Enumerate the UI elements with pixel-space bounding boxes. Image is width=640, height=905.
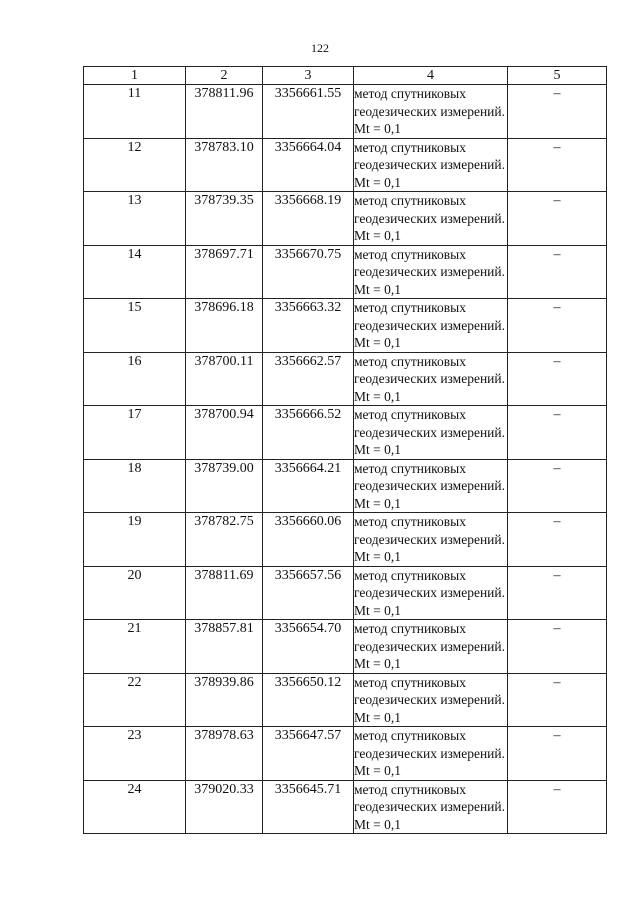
error-value: – bbox=[508, 85, 607, 139]
coordinate-y: 3356662.57 bbox=[263, 352, 354, 406]
coordinate-y: 3356666.52 bbox=[263, 406, 354, 460]
table-row bbox=[84, 727, 607, 781]
table-row bbox=[84, 459, 607, 513]
coordinate-y: 3356657.56 bbox=[263, 566, 354, 620]
error-value: – bbox=[508, 406, 607, 460]
method-description: метод спутниковых геодезических измерений. Mt = 0,1 bbox=[354, 727, 508, 781]
error-value: – bbox=[508, 673, 607, 727]
coordinate-y: 3356654.70 bbox=[263, 620, 354, 674]
column-header-2: 2 bbox=[186, 67, 263, 85]
coordinate-y: 3356650.12 bbox=[263, 673, 354, 727]
coordinate-x: 378700.11 bbox=[186, 352, 263, 406]
error-value: – bbox=[508, 352, 607, 406]
point-number: 15 bbox=[84, 299, 186, 353]
coordinate-y: 3356647.57 bbox=[263, 727, 354, 781]
coordinate-x: 378782.75 bbox=[186, 513, 263, 567]
error-value: – bbox=[508, 780, 607, 834]
coordinate-y: 3356663.32 bbox=[263, 299, 354, 353]
point-number: 23 bbox=[84, 727, 186, 781]
method-description: метод спутниковых геодезических измерений. Mt = 0,1 bbox=[354, 138, 508, 192]
point-number: 16 bbox=[84, 352, 186, 406]
error-value: – bbox=[508, 620, 607, 674]
error-value: – bbox=[508, 459, 607, 513]
method-description: метод спутниковых геодезических измерений. Mt = 0,1 bbox=[354, 352, 508, 406]
coordinate-y: 3356660.06 bbox=[263, 513, 354, 567]
table-row bbox=[84, 245, 607, 299]
table-row bbox=[84, 192, 607, 246]
page-number: 122 bbox=[311, 41, 329, 55]
coordinate-y: 3356645.71 bbox=[263, 780, 354, 834]
point-number: 24 bbox=[84, 780, 186, 834]
table-row bbox=[84, 85, 607, 139]
method-description: метод спутниковых геодезических измерений. Mt = 0,1 bbox=[354, 192, 508, 246]
error-value: – bbox=[508, 513, 607, 567]
method-description: метод спутниковых геодезических измерений. Mt = 0,1 bbox=[354, 620, 508, 674]
table-row bbox=[84, 620, 607, 674]
table-row bbox=[84, 513, 607, 567]
error-value: – bbox=[508, 727, 607, 781]
coordinate-x: 378696.18 bbox=[186, 299, 263, 353]
coordinate-y: 3356664.04 bbox=[263, 138, 354, 192]
coordinate-x: 378697.71 bbox=[186, 245, 263, 299]
table-header-row bbox=[84, 67, 607, 85]
point-number: 17 bbox=[84, 406, 186, 460]
method-description: метод спутниковых геодезических измерений. Mt = 0,1 bbox=[354, 673, 508, 727]
point-number: 14 bbox=[84, 245, 186, 299]
method-description: метод спутниковых геодезических измерений. Mt = 0,1 bbox=[354, 299, 508, 353]
table-row bbox=[84, 138, 607, 192]
coordinates-table bbox=[83, 66, 607, 834]
method-description: метод спутниковых геодезических измерений. Mt = 0,1 bbox=[354, 245, 508, 299]
error-value: – bbox=[508, 566, 607, 620]
method-description: метод спутниковых геодезических измерений. Mt = 0,1 bbox=[354, 780, 508, 834]
coordinate-x: 378739.00 bbox=[186, 459, 263, 513]
coordinate-x: 378978.63 bbox=[186, 727, 263, 781]
table-row bbox=[84, 566, 607, 620]
column-header-5: 5 bbox=[508, 67, 607, 85]
table-row bbox=[84, 299, 607, 353]
method-description: метод спутниковых геодезических измерений. Mt = 0,1 bbox=[354, 85, 508, 139]
method-description: метод спутниковых геодезических измерений. Mt = 0,1 bbox=[354, 566, 508, 620]
coordinate-x: 378939.86 bbox=[186, 673, 263, 727]
coordinate-y: 3356664.21 bbox=[263, 459, 354, 513]
table-row bbox=[84, 352, 607, 406]
error-value: – bbox=[508, 138, 607, 192]
error-value: – bbox=[508, 299, 607, 353]
table-row bbox=[84, 780, 607, 834]
coordinate-y: 3356668.19 bbox=[263, 192, 354, 246]
column-header-3: 3 bbox=[263, 67, 354, 85]
column-header-1: 1 bbox=[84, 67, 186, 85]
coordinate-x: 378700.94 bbox=[186, 406, 263, 460]
coordinate-x: 378739.35 bbox=[186, 192, 263, 246]
point-number: 12 bbox=[84, 138, 186, 192]
point-number: 13 bbox=[84, 192, 186, 246]
error-value: – bbox=[508, 245, 607, 299]
coordinate-y: 3356670.75 bbox=[263, 245, 354, 299]
point-number: 21 bbox=[84, 620, 186, 674]
method-description: метод спутниковых геодезических измерений. Mt = 0,1 bbox=[354, 459, 508, 513]
point-number: 18 bbox=[84, 459, 186, 513]
table-row bbox=[84, 406, 607, 460]
coordinate-y: 3356661.55 bbox=[263, 85, 354, 139]
coordinate-x: 378811.69 bbox=[186, 566, 263, 620]
method-description: метод спутниковых геодезических измерений. Mt = 0,1 bbox=[354, 406, 508, 460]
coordinate-x: 379020.33 bbox=[186, 780, 263, 834]
column-header-4: 4 bbox=[354, 67, 508, 85]
coordinate-x: 378857.81 bbox=[186, 620, 263, 674]
point-number: 19 bbox=[84, 513, 186, 567]
point-number: 20 bbox=[84, 566, 186, 620]
point-number: 11 bbox=[84, 85, 186, 139]
table-row bbox=[84, 673, 607, 727]
method-description: метод спутниковых геодезических измерений. Mt = 0,1 bbox=[354, 513, 508, 567]
error-value: – bbox=[508, 192, 607, 246]
coordinate-x: 378783.10 bbox=[186, 138, 263, 192]
point-number: 22 bbox=[84, 673, 186, 727]
coordinate-x: 378811.96 bbox=[186, 85, 263, 139]
